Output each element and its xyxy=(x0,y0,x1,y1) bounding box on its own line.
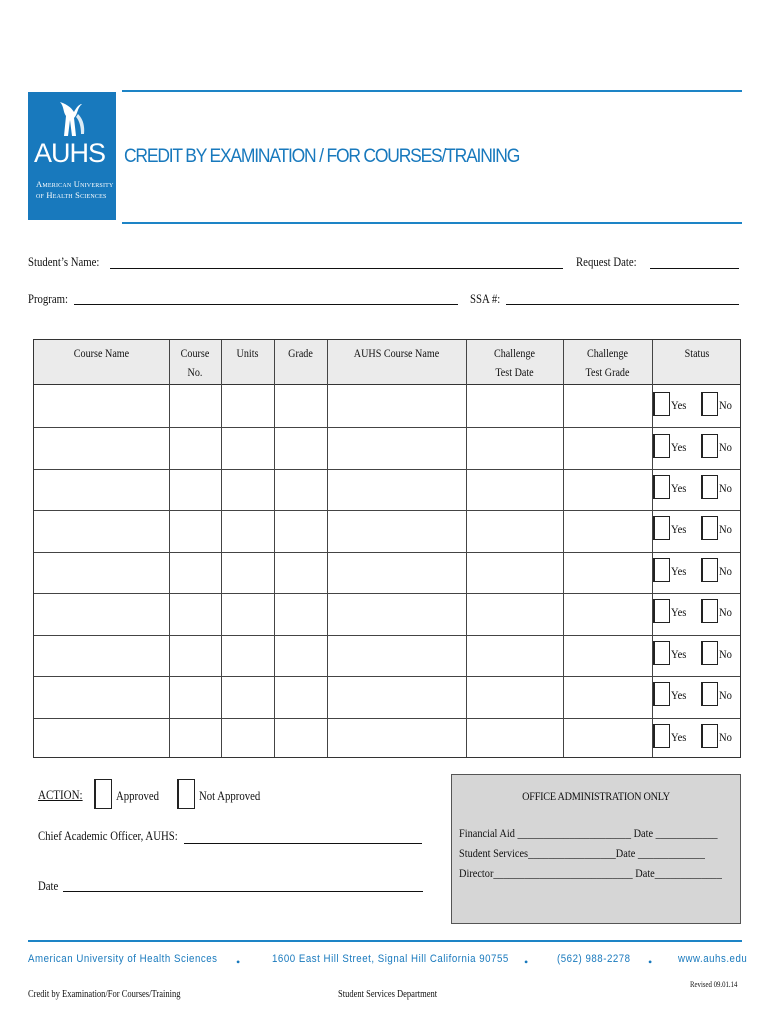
footer-separator: • xyxy=(236,955,241,969)
course-table xyxy=(33,339,741,758)
header-units: Units xyxy=(236,348,259,360)
footer-org: American University of Health Sciences xyxy=(28,953,218,965)
header-course-name: Course Name xyxy=(73,348,130,360)
revised-date: Revised 09.01.14 xyxy=(690,980,738,989)
status-yes-checkbox[interactable] xyxy=(653,558,670,582)
header-auhs-course-name: AUHS Course Name xyxy=(353,348,440,360)
status-yes-label: Yes xyxy=(671,730,687,744)
status-no-label: No xyxy=(719,647,732,661)
status-yes-label: Yes xyxy=(671,481,687,495)
approved-label: Approved xyxy=(116,789,159,803)
status-no-checkbox[interactable] xyxy=(701,558,718,582)
action-date-label: Date xyxy=(38,879,59,893)
ssa-label: SSA #: xyxy=(470,292,501,306)
student-services-row[interactable]: Student Services_________________Date _____________ xyxy=(459,846,705,860)
header-status: Status xyxy=(684,348,710,360)
status-no-checkbox[interactable] xyxy=(701,434,718,458)
officer-signature-field[interactable] xyxy=(184,843,422,844)
office-admin-title: OFFICE ADMINISTRATION ONLY xyxy=(522,789,670,803)
status-no-checkbox[interactable] xyxy=(701,724,718,748)
footer-separator: • xyxy=(524,955,529,969)
form-title: CREDIT BY EXAMINATION / FOR COURSES/TRAINING xyxy=(124,146,520,167)
form-name: Credit by Examination/For Courses/Training xyxy=(28,989,181,1000)
request-date-field[interactable] xyxy=(650,268,739,269)
officer-label: Chief Academic Officer, AUHS: xyxy=(38,829,178,843)
status-no-label: No xyxy=(719,522,732,536)
footer-rule xyxy=(28,940,742,942)
footer-address: 1600 East Hill Street, Signal Hill California 90755 xyxy=(272,953,509,965)
status-no-checkbox[interactable] xyxy=(701,641,718,665)
status-yes-label: Yes xyxy=(671,564,687,578)
footer-website-link[interactable]: www.auhs.edu xyxy=(678,953,748,965)
logo-figure-icon xyxy=(54,100,90,138)
title-rule xyxy=(122,222,742,224)
ssa-field[interactable] xyxy=(506,304,739,305)
not-approved-label: Not Approved xyxy=(199,789,261,803)
status-no-checkbox[interactable] xyxy=(701,392,718,416)
status-no-checkbox[interactable] xyxy=(701,516,718,540)
student-name-label: Student’s Name: xyxy=(28,255,100,269)
status-no-label: No xyxy=(719,688,732,702)
status-no-label: No xyxy=(719,398,732,412)
status-yes-checkbox[interactable] xyxy=(653,516,670,540)
status-yes-checkbox[interactable] xyxy=(653,641,670,665)
status-yes-label: Yes xyxy=(671,398,687,412)
top-rule xyxy=(122,90,742,92)
student-name-field[interactable] xyxy=(110,268,563,269)
status-no-checkbox[interactable] xyxy=(701,682,718,706)
status-no-label: No xyxy=(719,605,732,619)
status-yes-label: Yes xyxy=(671,688,687,702)
status-no-label: No xyxy=(719,564,732,578)
action-date-field[interactable] xyxy=(63,891,423,892)
status-yes-checkbox[interactable] xyxy=(653,434,670,458)
status-yes-checkbox[interactable] xyxy=(653,724,670,748)
approved-checkbox[interactable] xyxy=(94,779,112,809)
status-no-label: No xyxy=(719,481,732,495)
department-name: Student Services Department xyxy=(338,989,438,1000)
auhs-logo xyxy=(28,92,116,220)
not-approved-checkbox[interactable] xyxy=(177,779,195,809)
header-challenge-test-grade: Challenge Test Grade xyxy=(585,348,630,379)
status-yes-label: Yes xyxy=(671,440,687,454)
status-yes-label: Yes xyxy=(671,647,687,661)
status-yes-checkbox[interactable] xyxy=(653,392,670,416)
header-challenge-test-date: Challenge Test Date xyxy=(493,348,536,379)
status-yes-checkbox[interactable] xyxy=(653,599,670,623)
logo-full-name: American University of Health Sciences xyxy=(36,179,114,200)
status-yes-label: Yes xyxy=(671,522,687,536)
action-label: ACTION: xyxy=(38,788,83,802)
header-course-no: Course No. xyxy=(180,348,210,379)
status-yes-checkbox[interactable] xyxy=(653,475,670,499)
status-no-checkbox[interactable] xyxy=(701,475,718,499)
header-grade: Grade xyxy=(288,348,313,360)
director-row[interactable]: Director___________________________ Date_____________ xyxy=(459,866,722,880)
status-no-label: No xyxy=(719,730,732,744)
program-field[interactable] xyxy=(74,304,458,305)
status-yes-checkbox[interactable] xyxy=(653,682,670,706)
footer-separator: • xyxy=(648,955,653,969)
status-no-label: No xyxy=(719,440,732,454)
footer-phone: (562) 988-2278 xyxy=(557,953,631,965)
financial-aid-row[interactable]: Financial Aid ______________________ Date ____________ xyxy=(459,826,718,840)
program-label: Program: xyxy=(28,292,69,306)
status-yes-label: Yes xyxy=(671,605,687,619)
logo-abbreviation: AUHS xyxy=(34,138,106,168)
office-admin-box xyxy=(451,774,741,924)
status-no-checkbox[interactable] xyxy=(701,599,718,623)
request-date-label: Request Date: xyxy=(576,255,637,269)
